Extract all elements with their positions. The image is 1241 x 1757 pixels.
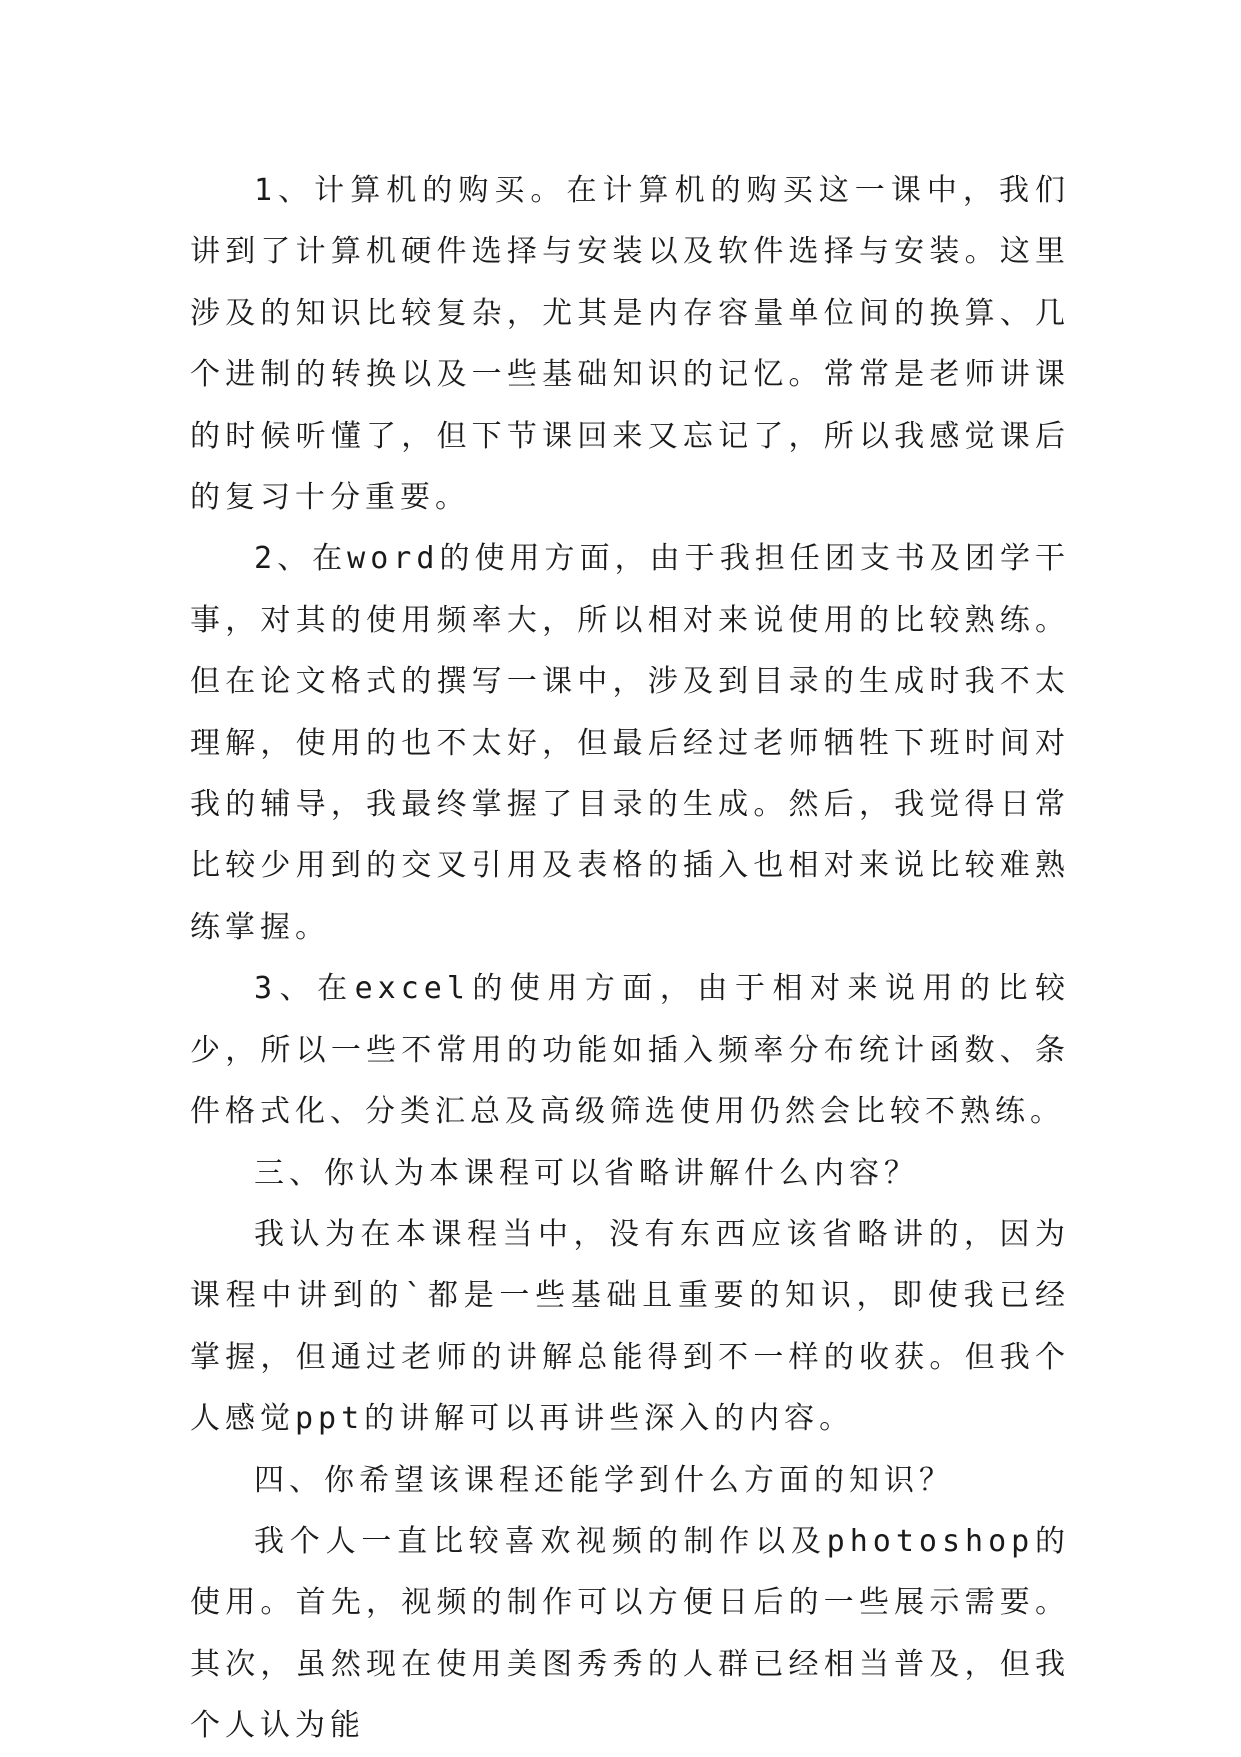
paragraph-answer-four: 我个人一直比较喜欢视频的制作以及photoshop的使用。首先，视频的制作可以方便日后的一些展示需要。其次，虽然现在使用美图秀秀的人群已经相当普及，但我个人认为能 <box>190 1523 1070 1744</box>
paragraph-excel-usage: 3、在excel的使用方面，由于相对来说用的比较少，所以一些不常用的功能如插入频率分布统计函数、条件格式化、分类汇总及高级筛选使用仍然会比较不熟练。 <box>190 971 1070 1130</box>
paragraph-word-usage: 2、在word的使用方面，由于我担任团支书及团学干事，对其的使用频率大，所以相对来说使用的比较熟练。但在论文格式的撰写一课中，涉及到目录的生成时我不太理解，使用的也不太好，但最后经过老师牺牲下班时间对我的辅导，我最终掌握了目录的生成。然后，我觉得日常比较少用到的交叉引用及表格的插入也相对来说比较难熟练掌握。 <box>190 541 1070 945</box>
paragraph-computer-purchase: 1、计算机的购买。在计算机的购买这一课中，我们讲到了计算机硬件选择与安装以及软件选择与安装。这里涉及的知识比较复杂，尤其是内存容量单位间的换算、几个进制的转换以及一些基础知识的记忆。常常是老师讲课的时候听懂了，但下节课回来又忘记了，所以我感觉课后的复习十分重要。 <box>190 173 1070 516</box>
heading-question-four: 四、你希望该课程还能学到什么方面的知识？ <box>254 1462 954 1498</box>
paragraph-answer-three: 我认为在本课程当中，没有东西应该省略讲的，因为课程中讲到的`都是一些基础且重要的知识，即使我已经掌握，但通过老师的讲解总能得到不一样的收获。但我个人感觉ppt的讲解可以再讲些深入的内容。 <box>190 1216 1070 1437</box>
heading-question-three: 三、你认为本课程可以省略讲解什么内容？ <box>254 1155 919 1191</box>
document-body <box>190 160 1070 1757</box>
